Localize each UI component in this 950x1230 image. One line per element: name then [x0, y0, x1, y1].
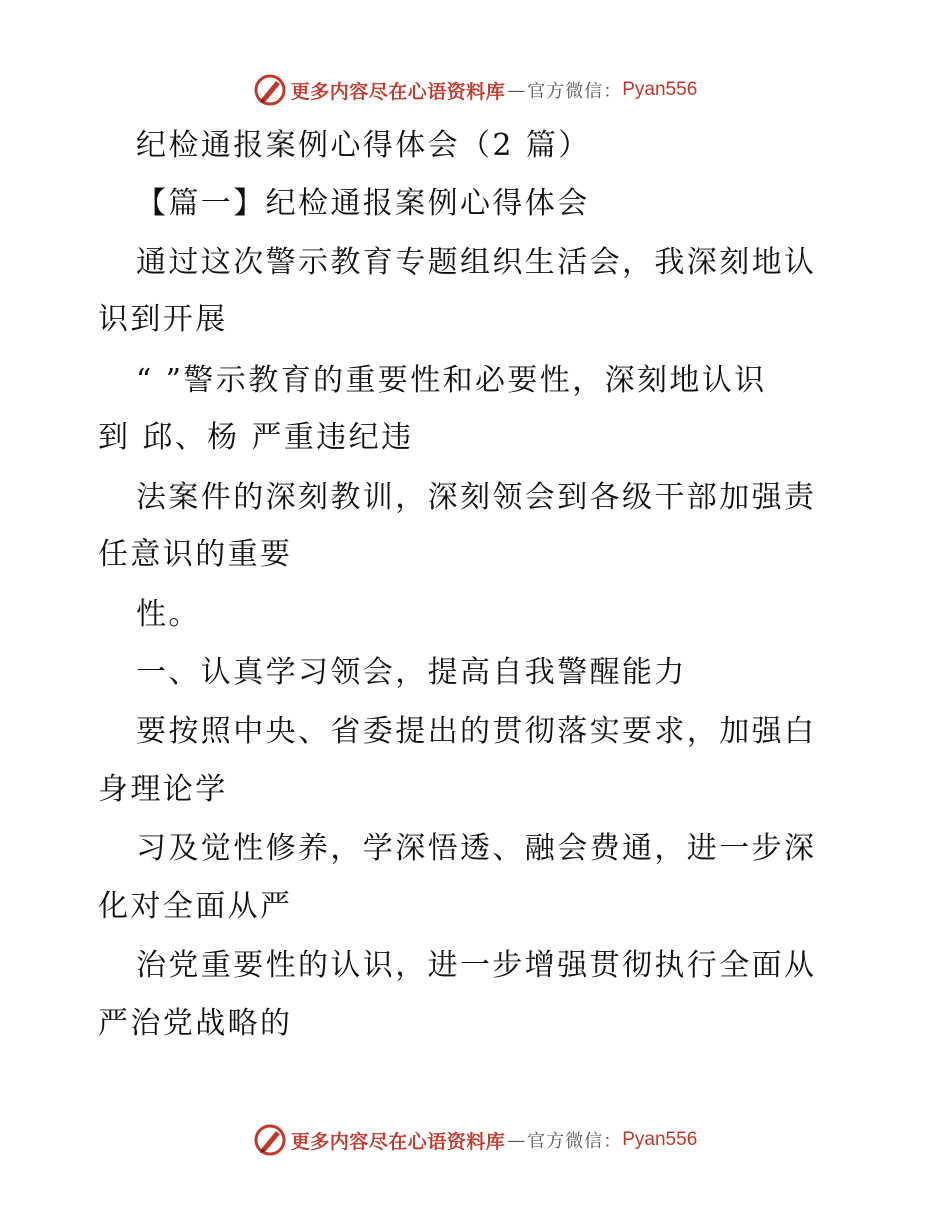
watermark-text: 更多内容尽在心语资料库 — [290, 80, 506, 103]
paragraph-line: 任意识的重要 — [98, 537, 293, 572]
paragraph-line: 要按照中央、省委提出的贯彻落实要求，加强白 — [136, 714, 817, 749]
paragraph-line: 严治党战略的 — [98, 1006, 293, 1041]
footer-watermark — [0, 1120, 950, 1160]
paragraph-line: 习及觉性修养，学深悟透、融会费通，进一步深 — [136, 831, 817, 866]
watermark-wechat-label: 官方微信： — [527, 1131, 623, 1152]
document-title: 纪检通报案例心得体会（2 篇） — [136, 128, 591, 163]
watermark-wechat-id: Pyan556 — [622, 79, 698, 100]
watermark-separator: — — [507, 1129, 526, 1151]
header-watermark — [0, 70, 950, 110]
paragraph-line: 身理论学 — [98, 772, 228, 807]
paragraph-line: 性。 — [136, 597, 201, 632]
subheading-line: 一、认真学习领会，提高自我警醒能力 — [136, 655, 687, 690]
paragraph-line: 法案件的深刻教训，深刻领会到各级干部加强责 — [136, 480, 817, 515]
paragraph-line: 治党重要性的认识，进一步增强贯彻执行全面从 — [136, 948, 817, 983]
paragraph-line: “ ”警示教育的重要性和必要性，深刻地认识 — [136, 363, 767, 398]
watermark-wechat-id: Pyan556 — [622, 1129, 698, 1150]
pen-circle-logo-icon — [253, 73, 287, 107]
section-heading: 【篇一】纪检通报案例心得体会 — [136, 186, 590, 221]
paragraph-line: 识到开展 — [98, 302, 228, 337]
paragraph-line: 通过这次警示教育专题组织生活会，我深刻地认 — [136, 245, 817, 280]
pen-circle-logo-icon — [253, 1123, 287, 1157]
watermark-text: 更多内容尽在心语资料库 — [290, 1130, 506, 1153]
paragraph-line: 到 邱、杨 严重违纪违 — [98, 420, 414, 455]
watermark-wechat-label: 官方微信： — [527, 81, 623, 102]
paragraph-line: 化对全面从严 — [98, 889, 293, 924]
watermark-separator: — — [507, 79, 526, 101]
